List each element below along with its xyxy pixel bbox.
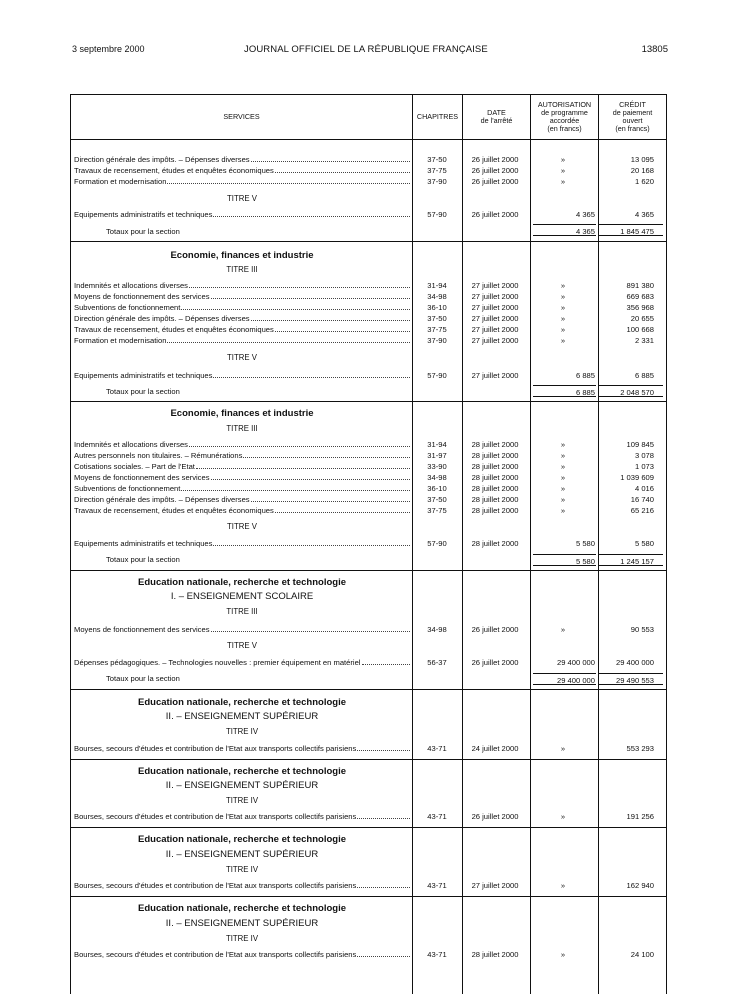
row-autorisation: » bbox=[560, 292, 566, 301]
row-autorisation: » bbox=[560, 166, 566, 175]
total-credit: 1 245 157 bbox=[620, 557, 654, 566]
row-date: 28 juillet 2000 bbox=[471, 462, 519, 471]
row-autorisation: » bbox=[560, 950, 566, 959]
section-subtitle: II. – ENSEIGNEMENT SUPÉRIEUR bbox=[165, 780, 319, 791]
row-credit: 1 073 bbox=[634, 462, 654, 471]
table-row: Direction générale des impôts. – Dépenses diverses bbox=[74, 155, 410, 164]
titre-heading: TITRE V bbox=[227, 641, 257, 650]
table-row: Indemnités et allocations diverses bbox=[74, 440, 410, 449]
row-autorisation: 4 365 bbox=[575, 210, 595, 219]
total-autorisation: 5 580 bbox=[575, 557, 595, 566]
row-date: 27 juillet 2000 bbox=[471, 325, 519, 334]
column-header-credit: CRÉDIT de paiement ouvert (en francs) bbox=[612, 99, 653, 133]
table-row: Moyens de fonctionnement des services bbox=[74, 292, 410, 301]
titre-heading: TITRE V bbox=[227, 194, 257, 203]
row-chapter: 37-90 bbox=[427, 336, 447, 345]
row-date: 27 juillet 2000 bbox=[471, 371, 519, 380]
row-chapter: 43-71 bbox=[427, 881, 447, 890]
total-label: Totaux pour la section bbox=[106, 227, 180, 236]
row-date: 27 juillet 2000 bbox=[471, 881, 519, 890]
row-date: 26 juillet 2000 bbox=[471, 155, 519, 164]
row-autorisation: 6 885 bbox=[575, 371, 595, 380]
row-chapter: 37-50 bbox=[427, 314, 447, 323]
total-autorisation: 6 885 bbox=[575, 388, 595, 397]
row-credit: 20 655 bbox=[630, 314, 654, 323]
row-chapter: 57-90 bbox=[427, 210, 447, 219]
row-chapter: 31-97 bbox=[427, 451, 447, 460]
row-chapter: 37-75 bbox=[427, 166, 447, 175]
row-chapter: 37-50 bbox=[427, 155, 447, 164]
section-rule bbox=[70, 896, 667, 897]
titre-heading: TITRE IV bbox=[225, 865, 259, 874]
table-row: Travaux de recensement, études et enquêtes économiques bbox=[74, 506, 410, 515]
row-credit: 20 168 bbox=[630, 166, 654, 175]
row-chapter: 57-90 bbox=[427, 371, 447, 380]
table-row: Subventions de fonctionnement bbox=[74, 484, 410, 493]
row-credit: 669 683 bbox=[626, 292, 654, 301]
row-date: 28 juillet 2000 bbox=[471, 506, 519, 515]
row-credit: 109 845 bbox=[626, 440, 654, 449]
table-row: Direction générale des impôts. – Dépenses diverses bbox=[74, 495, 410, 504]
row-chapter: 33-90 bbox=[427, 462, 447, 471]
table-row: Dépenses pédagogiques. – Technologies nouvelles : premier équipement en matériel bbox=[74, 658, 410, 667]
page-date: 3 septembre 2000 bbox=[72, 44, 145, 54]
table-row: Formation et modernisation bbox=[74, 177, 410, 186]
row-date: 27 juillet 2000 bbox=[471, 303, 519, 312]
row-date: 27 juillet 2000 bbox=[471, 281, 519, 290]
table-row: Equipements administratifs et techniques bbox=[74, 371, 410, 380]
row-chapter: 37-50 bbox=[427, 495, 447, 504]
row-autorisation: » bbox=[560, 812, 566, 821]
row-autorisation: » bbox=[560, 303, 566, 312]
row-date: 28 juillet 2000 bbox=[471, 451, 519, 460]
row-credit: 3 078 bbox=[634, 451, 654, 460]
section-title: Education nationale, recherche et technologie bbox=[138, 903, 346, 914]
table-row: Equipements administratifs et techniques bbox=[74, 539, 410, 548]
table-row: Moyens de fonctionnement des services bbox=[74, 473, 410, 482]
row-credit: 191 256 bbox=[626, 812, 654, 821]
table-row: Equipements administratifs et techniques bbox=[74, 210, 410, 219]
row-credit: 4 365 bbox=[634, 210, 654, 219]
total-label: Totaux pour la section bbox=[106, 674, 180, 683]
total-credit: 1 845 475 bbox=[620, 227, 654, 236]
row-credit: 16 740 bbox=[630, 495, 654, 504]
row-chapter: 37-75 bbox=[427, 325, 447, 334]
row-autorisation: » bbox=[560, 155, 566, 164]
total-autorisation: 29 400 000 bbox=[556, 676, 595, 685]
table-row: Indemnités et allocations diverses bbox=[74, 281, 410, 290]
row-credit: 90 553 bbox=[630, 625, 654, 634]
row-chapter: 36-10 bbox=[427, 303, 447, 312]
row-chapter: 56-37 bbox=[427, 658, 447, 667]
row-credit: 1 039 609 bbox=[620, 473, 654, 482]
row-autorisation: » bbox=[560, 177, 566, 186]
row-credit: 100 668 bbox=[626, 325, 654, 334]
row-date: 26 juillet 2000 bbox=[471, 166, 519, 175]
titre-heading: TITRE IV bbox=[225, 796, 259, 805]
titre-heading: TITRE III bbox=[226, 265, 258, 274]
row-credit: 29 400 000 bbox=[615, 658, 654, 667]
row-date: 26 juillet 2000 bbox=[471, 625, 519, 634]
titre-heading: TITRE V bbox=[227, 522, 257, 531]
table-row: Direction générale des impôts. – Dépenses diverses bbox=[74, 314, 410, 323]
row-autorisation: » bbox=[560, 506, 566, 515]
row-autorisation: 29 400 000 bbox=[556, 658, 595, 667]
row-date: 24 juillet 2000 bbox=[471, 744, 519, 753]
row-credit: 4 016 bbox=[634, 484, 654, 493]
total-autorisation: 4 365 bbox=[575, 227, 595, 236]
row-autorisation: » bbox=[560, 473, 566, 482]
row-date: 28 juillet 2000 bbox=[471, 495, 519, 504]
row-credit: 356 968 bbox=[626, 303, 654, 312]
row-date: 27 juillet 2000 bbox=[471, 292, 519, 301]
total-credit: 29 490 553 bbox=[615, 676, 654, 685]
table-row: Bourses, secours d'études et contribution de l'Etat aux transports collectifs parisiens bbox=[74, 812, 410, 821]
table-row: Autres personnels non titulaires. – Rémunérations bbox=[74, 451, 410, 460]
section-rule bbox=[70, 241, 667, 242]
row-autorisation: » bbox=[560, 325, 566, 334]
row-chapter: 31-94 bbox=[427, 440, 447, 449]
row-credit: 162 940 bbox=[626, 881, 654, 890]
titre-heading: TITRE V bbox=[227, 353, 257, 362]
table-row: Cotisations sociales. – Part de l'Etat bbox=[74, 462, 410, 471]
total-label: Totaux pour la section bbox=[106, 555, 180, 564]
table-row: Subventions de fonctionnement bbox=[74, 303, 410, 312]
row-date: 27 juillet 2000 bbox=[471, 314, 519, 323]
row-credit: 891 380 bbox=[626, 281, 654, 290]
row-chapter: 34-98 bbox=[427, 625, 447, 634]
row-autorisation: » bbox=[560, 484, 566, 493]
table-row: Travaux de recensement, études et enquêtes économiques bbox=[74, 166, 410, 175]
row-autorisation: » bbox=[560, 451, 566, 460]
section-title: Education nationale, recherche et technologie bbox=[138, 577, 346, 588]
row-date: 26 juillet 2000 bbox=[471, 177, 519, 186]
row-chapter: 37-90 bbox=[427, 177, 447, 186]
row-chapter: 57-90 bbox=[427, 539, 447, 548]
row-date: 28 juillet 2000 bbox=[471, 484, 519, 493]
row-credit: 553 293 bbox=[626, 744, 654, 753]
row-date: 28 juillet 2000 bbox=[471, 950, 519, 959]
row-chapter: 43-71 bbox=[427, 950, 447, 959]
column-header-autorisation: AUTORISATION de programme accordée (en francs) bbox=[537, 99, 592, 133]
row-autorisation: » bbox=[560, 881, 566, 890]
column-divider bbox=[412, 94, 413, 994]
row-date: 28 juillet 2000 bbox=[471, 539, 519, 548]
section-subtitle: I. – ENSEIGNEMENT SCOLAIRE bbox=[170, 591, 314, 602]
section-title: Education nationale, recherche et technologie bbox=[138, 766, 346, 777]
section-subtitle: II. – ENSEIGNEMENT SUPÉRIEUR bbox=[165, 849, 319, 860]
table-row: Formation et modernisation bbox=[74, 336, 410, 345]
row-credit: 6 885 bbox=[634, 371, 654, 380]
row-credit: 2 331 bbox=[634, 336, 654, 345]
column-header-services: SERVICES bbox=[223, 111, 260, 121]
table-row: Moyens de fonctionnement des services bbox=[74, 625, 410, 634]
row-credit: 1 620 bbox=[634, 177, 654, 186]
section-rule bbox=[70, 570, 667, 571]
section-rule bbox=[70, 689, 667, 690]
row-chapter: 31-94 bbox=[427, 281, 447, 290]
row-chapter: 37-75 bbox=[427, 506, 447, 515]
row-autorisation: » bbox=[560, 462, 566, 471]
row-date: 26 juillet 2000 bbox=[471, 812, 519, 821]
section-rule bbox=[70, 827, 667, 828]
table-row: Bourses, secours d'études et contribution de l'Etat aux transports collectifs parisiens bbox=[74, 744, 410, 753]
section-subtitle: II. – ENSEIGNEMENT SUPÉRIEUR bbox=[165, 918, 319, 929]
section-rule bbox=[70, 401, 667, 402]
titre-heading: TITRE III bbox=[226, 424, 258, 433]
table-row: Travaux de recensement, études et enquêtes économiques bbox=[74, 325, 410, 334]
section-title: Economie, finances et industrie bbox=[170, 408, 314, 419]
row-autorisation: 5 580 bbox=[575, 539, 595, 548]
section-rule bbox=[70, 759, 667, 760]
row-date: 28 juillet 2000 bbox=[471, 473, 519, 482]
row-credit: 5 580 bbox=[634, 539, 654, 548]
row-date: 26 juillet 2000 bbox=[471, 210, 519, 219]
row-chapter: 43-71 bbox=[427, 812, 447, 821]
titre-heading: TITRE III bbox=[226, 607, 258, 616]
row-credit: 13 095 bbox=[630, 155, 654, 164]
row-autorisation: » bbox=[560, 625, 566, 634]
titre-heading: TITRE IV bbox=[225, 727, 259, 736]
page-number: 13805 bbox=[641, 44, 668, 55]
row-autorisation: » bbox=[560, 336, 566, 345]
journal-title: JOURNAL OFFICIEL DE LA RÉPUBLIQUE FRANÇAISE bbox=[244, 44, 488, 55]
row-chapter: 34-98 bbox=[427, 292, 447, 301]
row-date: 26 juillet 2000 bbox=[471, 658, 519, 667]
row-date: 28 juillet 2000 bbox=[471, 440, 519, 449]
table-row: Bourses, secours d'études et contribution de l'Etat aux transports collectifs parisiens bbox=[74, 950, 410, 959]
column-header-chapitres: CHAPITRES bbox=[416, 111, 459, 121]
total-credit: 2 048 570 bbox=[620, 388, 654, 397]
row-autorisation: » bbox=[560, 314, 566, 323]
row-chapter: 34-98 bbox=[427, 473, 447, 482]
row-date: 27 juillet 2000 bbox=[471, 336, 519, 345]
row-autorisation: » bbox=[560, 281, 566, 290]
section-title: Economie, finances et industrie bbox=[170, 250, 314, 261]
section-subtitle: II. – ENSEIGNEMENT SUPÉRIEUR bbox=[165, 711, 319, 722]
row-autorisation: » bbox=[560, 440, 566, 449]
row-autorisation: » bbox=[560, 495, 566, 504]
row-chapter: 43-71 bbox=[427, 744, 447, 753]
row-credit: 24 100 bbox=[630, 950, 654, 959]
column-header-date: DATE de l'arrêté bbox=[480, 107, 513, 125]
titre-heading: TITRE IV bbox=[225, 934, 259, 943]
row-credit: 65 216 bbox=[630, 506, 654, 515]
section-title: Education nationale, recherche et technologie bbox=[138, 834, 346, 845]
header-rule bbox=[70, 139, 667, 140]
section-title: Education nationale, recherche et technologie bbox=[138, 697, 346, 708]
row-autorisation: » bbox=[560, 744, 566, 753]
row-chapter: 36-10 bbox=[427, 484, 447, 493]
table-row: Bourses, secours d'études et contribution de l'Etat aux transports collectifs parisiens bbox=[74, 881, 410, 890]
total-label: Totaux pour la section bbox=[106, 387, 180, 396]
